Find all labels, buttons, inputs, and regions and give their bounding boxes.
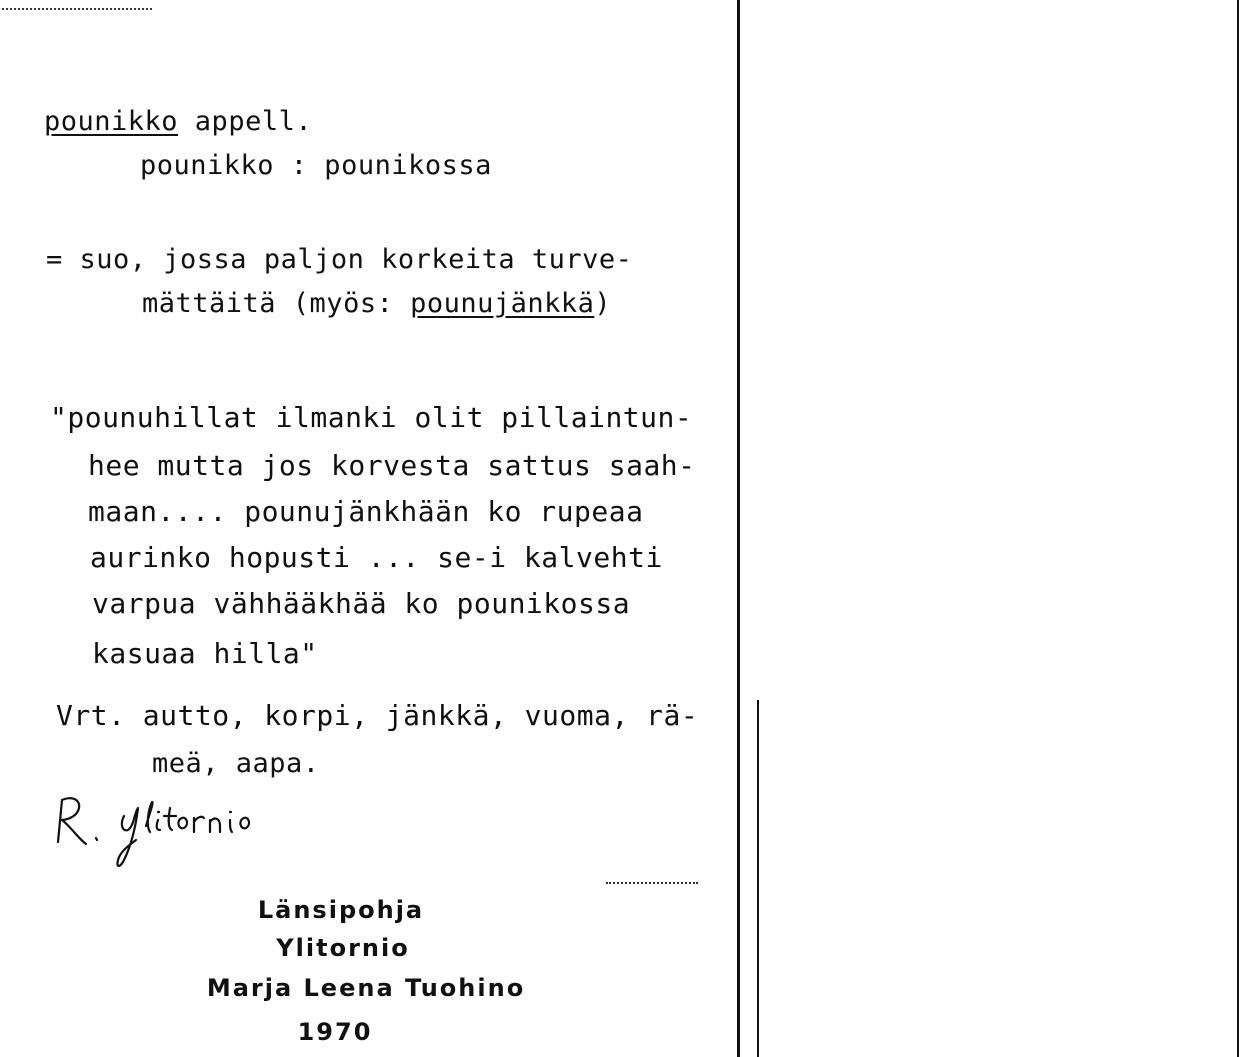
headword-line (44, 106, 312, 138)
card-edge-line-lower (757, 700, 759, 1057)
definition-line-1: = suo, jossa paljon korkeita turve- (46, 244, 633, 275)
quote-line-1: "pounuhillat ilmanki olit pillaintun- (50, 401, 693, 434)
definition-text: mättäitä (myös: (142, 288, 411, 319)
compare-line-1: Vrt. autto, korpi, jänkkä, vuoma, rä- (56, 699, 699, 732)
card-right-edge-line (737, 0, 740, 1057)
handwritten-signature (54, 790, 314, 884)
quote-line-4: aurinko hopusti ... se-i kalvehti (90, 541, 663, 574)
stamp-year: 1970 (297, 1018, 373, 1046)
stamp-collector: Marja Leena Tuohino (206, 974, 526, 1002)
signature-graphic (54, 790, 314, 880)
stamp-region: Länsipohja (257, 896, 425, 924)
compare-line-2: meä, aapa. (152, 748, 320, 779)
page-right-border (1237, 0, 1239, 1057)
inflection-line: pounikko : pounikossa (140, 150, 492, 181)
headword-grammar: appell. (178, 106, 313, 137)
stamp-place: Ylitornio (276, 934, 410, 962)
definition-close: ) (594, 288, 612, 319)
scan-dot-mark (606, 882, 698, 886)
synonym-word: pounujänkkä (410, 288, 595, 319)
quote-line-6: kasuaa hilla" (92, 637, 318, 670)
quote-line-5: varpua vähhääkhää ko pounikossa (92, 587, 631, 620)
quote-line-2: hee mutta jos korvesta sattus saah- (88, 449, 696, 482)
definition-line-2 (142, 288, 611, 320)
quote-line-3: maan.... pounujänkhään ko rupeaa (88, 495, 644, 528)
headword: pounikko (44, 106, 179, 137)
top-left-scan-mark (2, 8, 152, 12)
